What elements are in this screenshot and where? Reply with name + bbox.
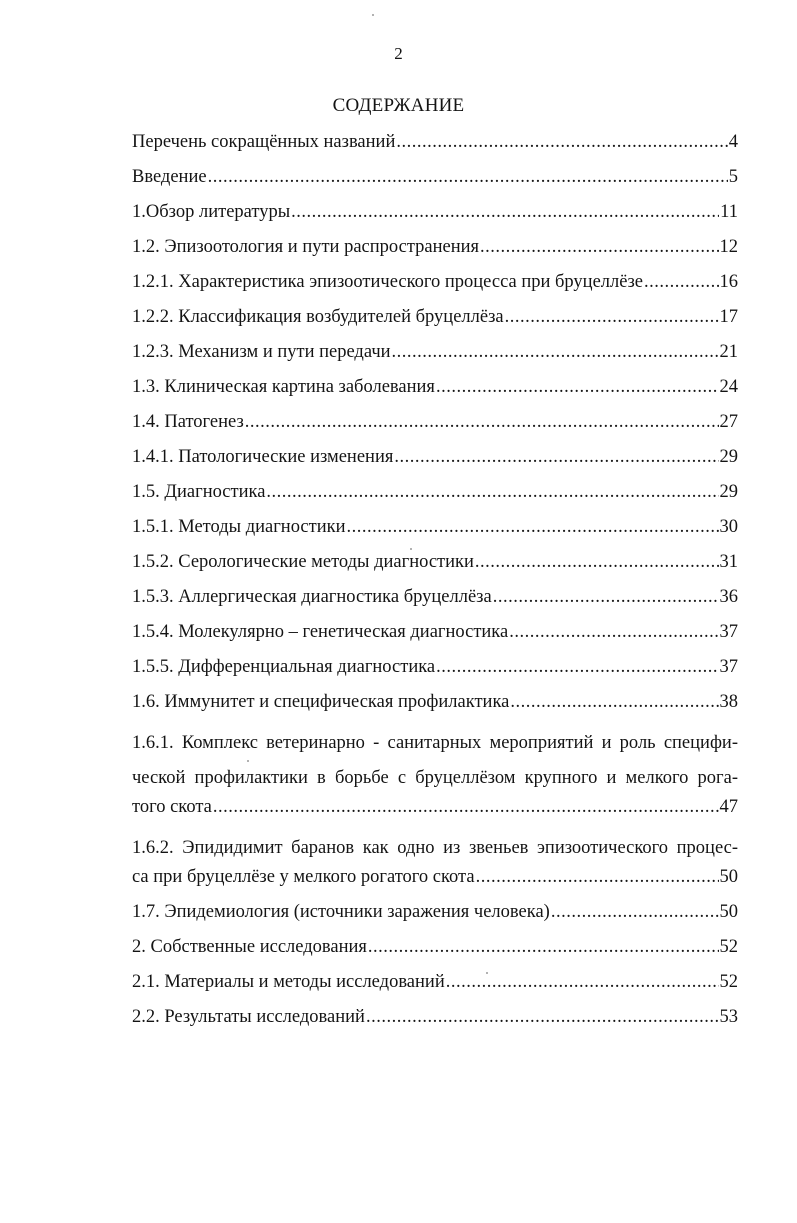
dot-leader <box>291 201 719 223</box>
toc-entry <box>132 516 738 551</box>
scan-speck <box>247 760 249 762</box>
toc-entry <box>132 936 738 971</box>
toc-entry <box>132 341 738 376</box>
scan-speck <box>486 972 488 974</box>
toc-entry-label: 1.4. Патогенез <box>132 412 244 432</box>
toc-entry-label: 1.7. Эпидемиология (источники заражения человека) <box>132 902 550 922</box>
toc-entry <box>132 411 738 446</box>
dot-leader <box>436 656 718 678</box>
toc-entry-page: 47 <box>719 797 738 817</box>
dot-leader <box>476 866 719 888</box>
dot-leader <box>510 691 718 713</box>
dot-leader <box>392 341 719 363</box>
dot-leader <box>644 271 719 293</box>
toc-entry <box>132 306 738 341</box>
toc-entry-page: 11 <box>720 202 738 222</box>
toc-entry-page: 5 <box>728 167 738 187</box>
dot-leader <box>368 936 719 958</box>
dot-leader <box>480 236 718 258</box>
toc-entry-1-6-2 <box>132 831 738 866</box>
dot-leader <box>446 971 719 993</box>
toc-entry <box>132 271 738 306</box>
dot-leader <box>396 131 727 153</box>
toc-entry-label: 2. Собственные исследования <box>132 937 367 957</box>
toc-entry <box>132 1006 738 1041</box>
toc-entry-label: 1.2.1. Характеристика эпизоотического процесса при бруцеллёзе <box>132 272 643 292</box>
toc-entry-label: 1.4.1. Патологические изменения <box>132 447 394 467</box>
toc-entry <box>132 201 738 236</box>
table-of-contents <box>132 131 738 1041</box>
toc-entry-label: са при бруцеллёзе у мелкого рогатого скота <box>132 867 475 887</box>
toc-entry-label: 1.Обзор литературы <box>132 202 291 222</box>
toc-entry <box>132 901 738 936</box>
scan-speck <box>410 548 412 550</box>
toc-entry-label: 1.5.5. Дифференциальная диагностика <box>132 657 436 677</box>
toc-entry-page: 24 <box>719 377 738 397</box>
toc-entry-page: 29 <box>719 447 738 467</box>
toc-entry <box>132 376 738 411</box>
dot-leader <box>475 551 719 573</box>
dot-leader <box>394 446 718 468</box>
toc-entry <box>132 131 738 166</box>
toc-entry <box>132 971 738 1006</box>
toc-title: СОДЕРЖАНИЕ <box>332 95 465 116</box>
toc-entry-page: 27 <box>719 412 738 432</box>
toc-entry-label: Перечень сокращённых названий <box>132 132 396 152</box>
toc-entry-page: 4 <box>728 132 738 152</box>
dot-leader <box>436 376 719 398</box>
toc-entry-page: 12 <box>719 237 738 257</box>
toc-entry-label: 1.2.3. Механизм и пути передачи <box>132 342 391 362</box>
toc-entry-page: 31 <box>719 552 738 572</box>
toc-entry-page: 17 <box>719 307 738 327</box>
toc-entry <box>132 446 738 481</box>
toc-entry-label: 2.1. Материалы и методы исследований <box>132 972 445 992</box>
toc-entry-label: 1.5.3. Аллергическая диагностика бруцеллёза <box>132 587 492 607</box>
toc-entry-page: 52 <box>719 937 738 957</box>
toc-entry-line: 1.6.2. Эпидидимит баранов как одно из звеньев эпизоотического процес- <box>132 838 738 858</box>
toc-entry-page: 30 <box>719 517 738 537</box>
toc-entries-head <box>132 131 738 726</box>
toc-entry <box>132 621 738 656</box>
page-number: 2 <box>394 44 403 63</box>
toc-entry <box>132 551 738 586</box>
toc-entry-line: ческой профилактики в борьбе с бруцеллёзом крупного и мелкого рога- <box>132 768 738 788</box>
toc-entry <box>132 691 738 726</box>
dot-leader <box>493 586 719 608</box>
toc-entry-label: того скота <box>132 797 212 817</box>
toc-entry-line: 1.6.1. Комплекс ветеринарно - санитарных мероприятий и роль специфи- <box>132 733 738 753</box>
dot-leader <box>366 1006 719 1028</box>
toc-entry-page: 52 <box>719 972 738 992</box>
toc-entry-label: 1.5.4. Молекулярно – генетическая диагностика <box>132 622 509 642</box>
dot-leader <box>213 796 719 818</box>
dot-leader <box>551 901 719 923</box>
toc-entry-label: 2.2. Результаты исследований <box>132 1007 365 1027</box>
toc-entry-1-6-1 <box>132 726 738 796</box>
toc-entry-page: 37 <box>719 622 738 642</box>
toc-entry-label: 1.3. Клиническая картина заболевания <box>132 377 435 397</box>
toc-entry-page: 50 <box>719 867 738 887</box>
toc-entry <box>132 656 738 691</box>
toc-entry-label: 1.5.2. Серологические методы диагностики <box>132 552 474 572</box>
toc-entry-page: 16 <box>719 272 738 292</box>
toc-entry-page: 29 <box>719 482 738 502</box>
toc-entry-label: 1.6. Иммунитет и специфическая профилактика <box>132 692 510 712</box>
toc-entry-page: 37 <box>719 657 738 677</box>
dot-leader <box>505 306 719 328</box>
dot-leader <box>245 411 719 433</box>
toc-entry <box>132 236 738 271</box>
dot-leader <box>347 516 719 538</box>
toc-entry-label: Введение <box>132 167 207 187</box>
toc-entry-label: 1.5.1. Методы диагностики <box>132 517 346 537</box>
toc-entry-page: 53 <box>719 1007 738 1027</box>
toc-entry-page: 36 <box>719 587 738 607</box>
toc-entries-tail <box>132 901 738 1041</box>
dot-leader <box>266 481 718 503</box>
scan-speck <box>372 14 374 16</box>
toc-entry-label: 1.2.2. Классификация возбудителей бруцеллёза <box>132 307 504 327</box>
toc-entry-label: 1.2. Эпизоотология и пути распространения <box>132 237 480 257</box>
toc-entry-page: 21 <box>719 342 738 362</box>
toc-entry <box>132 166 738 201</box>
toc-entry-page: 38 <box>719 692 738 712</box>
dot-leader <box>208 166 728 188</box>
dot-leader <box>509 621 718 643</box>
toc-entry <box>132 481 738 516</box>
toc-entry-page: 50 <box>719 902 738 922</box>
toc-entry-continuation <box>132 796 738 831</box>
toc-entry-continuation <box>132 866 738 901</box>
toc-entry-label: 1.5. Диагностика <box>132 482 266 502</box>
toc-entry <box>132 586 738 621</box>
